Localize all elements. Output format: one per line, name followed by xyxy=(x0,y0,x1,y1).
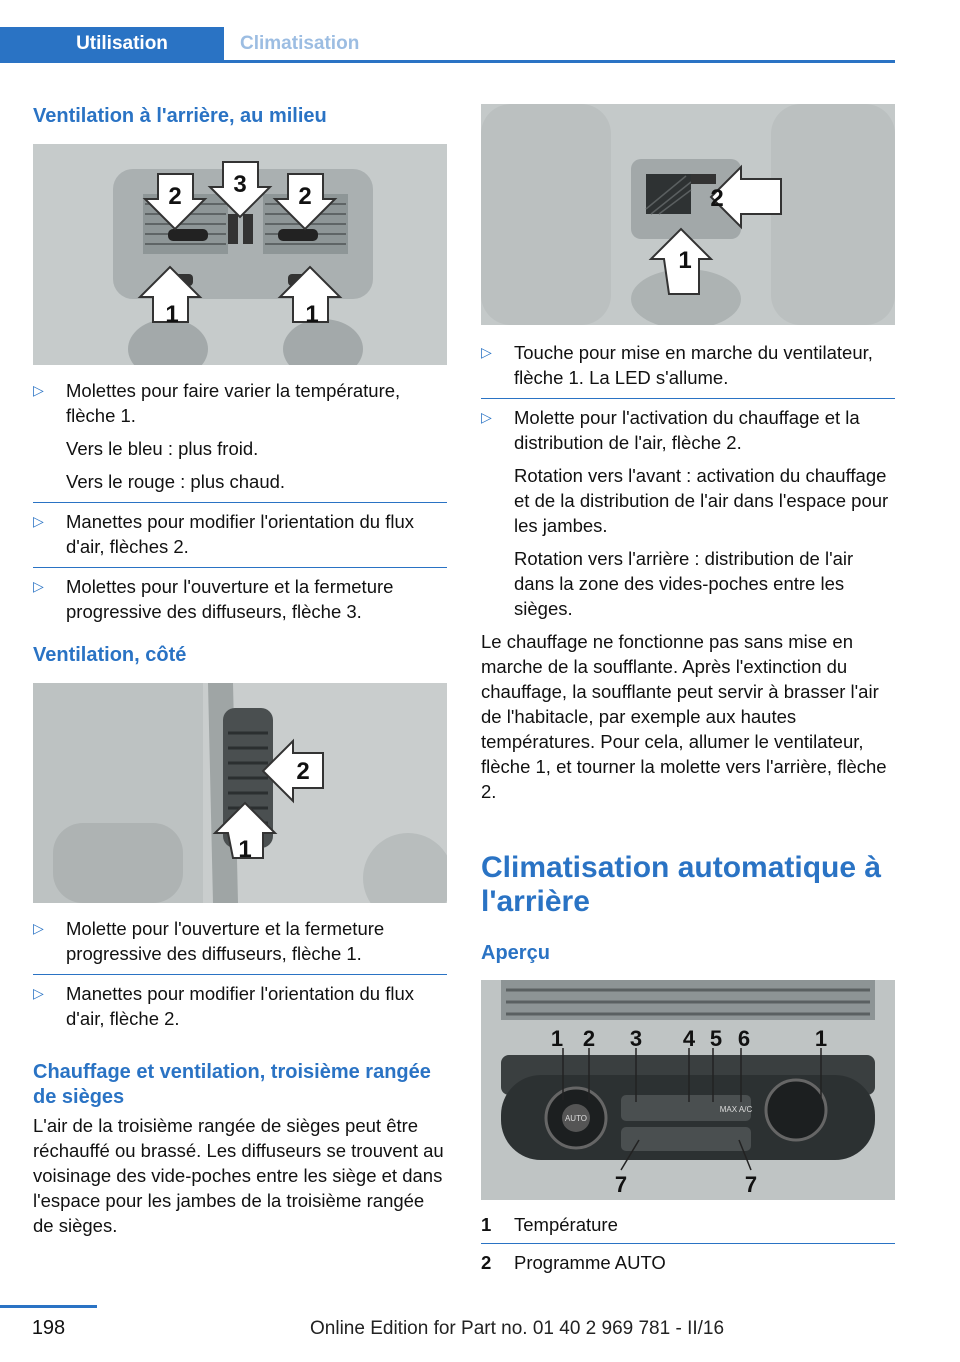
list-item xyxy=(33,981,447,1031)
heating-paragraph: Le chauffage ne fonctionne pas sans mise en marche de la soufflante. Après l'extinction du chauffage, la soufflante peut servir à brasser l'air de l'habitacle, par exemple aux hautes températures. Pour cela, allumer le ventilateur, flèche 1, et tourner la molette vers l'arrière, flèche 2. xyxy=(481,631,887,802)
tab-climatisation[interactable]: Climatisation xyxy=(240,32,360,54)
list-item-text: Manettes pour modifier l'orientation du flux d'air, flèche 2. xyxy=(66,983,415,1029)
list-item xyxy=(481,1212,895,1237)
img1-label-d: 1 xyxy=(165,301,179,328)
legend-number: 2 xyxy=(481,1252,492,1273)
left-list-1 xyxy=(33,378,447,624)
img3-label-b: 1 xyxy=(678,247,692,274)
list-item-text: Molette pour l'activation du chauffage et la distribution de l'air, flèche 2. xyxy=(514,407,860,453)
triangle-bullet-icon: ▷ xyxy=(33,578,44,594)
heading-ventilation-milieu: Ventilation à l'arrière, au milieu xyxy=(33,105,327,127)
img2-label-a: 2 xyxy=(296,758,310,785)
triangle-bullet-icon: ▷ xyxy=(33,513,44,529)
third-row-controls-image xyxy=(481,104,895,325)
list-item-text: Molette pour l'ouverture et la fermeture progressive des diffuseurs, flèche 1. xyxy=(66,918,385,964)
left-list-2 xyxy=(33,916,447,1031)
img2-label-b: 1 xyxy=(238,836,252,863)
list-item xyxy=(33,378,447,494)
list-divider xyxy=(33,567,447,568)
right-list xyxy=(481,340,895,621)
right-subsection-title xyxy=(481,941,895,966)
right-paragraph xyxy=(481,629,895,804)
list-item xyxy=(33,916,447,966)
page-number-block xyxy=(0,1305,97,1340)
img4-label-4: 4 xyxy=(682,1026,696,1051)
legend-number: 1 xyxy=(481,1214,492,1235)
heading-ventilation-cote: Ventilation, côté xyxy=(33,644,187,666)
img1-label-c: 2 xyxy=(298,183,312,210)
right-section-title xyxy=(481,851,895,919)
img4-label-6: 6 xyxy=(737,1026,751,1051)
img4-label-7b: 7 xyxy=(744,1172,758,1197)
third-row-paragraph: L'air de la troisième rangée de sièges peut être réchauffé ou brassé. Les diffuseurs se trouvent au voisinage des vide-poches entre les siège et dans l'espace pour les jambes de la troisième rangée de sièges. xyxy=(33,1115,444,1236)
img4-label-5: 5 xyxy=(709,1026,723,1051)
page-header xyxy=(0,27,895,63)
auto-climate-panel-image xyxy=(481,980,895,1200)
legend-label: Température xyxy=(514,1214,618,1235)
footer-edition: Online Edition for Part no. 01 40 2 969 781 - II/16 xyxy=(310,1318,725,1339)
list-divider xyxy=(33,502,447,503)
triangle-bullet-icon: ▷ xyxy=(33,920,44,936)
heading-climatisation-auto: Climatisation automatique à l'arrière xyxy=(481,851,882,918)
list-item-text: Touche pour mise en marche du ventilateur, flèche 1. La LED s'allume. xyxy=(514,342,873,388)
img4-auto-text: AUTO xyxy=(564,1114,588,1123)
list-divider xyxy=(481,398,895,399)
header-divider xyxy=(0,60,895,63)
list-item xyxy=(33,509,447,559)
img4-label-1: 1 xyxy=(550,1026,564,1051)
list-item-text: Molettes pour faire varier la température, flèche 1. xyxy=(66,380,401,426)
triangle-bullet-icon: ▷ xyxy=(33,985,44,1001)
list-item xyxy=(481,1250,895,1275)
img4-label-3: 3 xyxy=(629,1026,643,1051)
list-item xyxy=(33,574,447,624)
list-divider xyxy=(33,974,447,975)
page-number-bar xyxy=(0,1305,97,1308)
rear-center-vents-image xyxy=(33,144,447,365)
list-divider xyxy=(481,1243,895,1244)
left-section-title-1 xyxy=(33,104,447,129)
list-item-sub: Rotation vers l'arrière : distribution de l'air dans la zone des vides-poches entre les sièges. xyxy=(514,548,854,619)
left-section-3 xyxy=(33,1060,447,1238)
triangle-bullet-icon: ▷ xyxy=(481,344,492,360)
triangle-bullet-icon: ▷ xyxy=(33,382,44,398)
list-item-sub: Vers le bleu : plus froid. xyxy=(66,438,259,459)
list-item-sub: Vers le rouge : plus chaud. xyxy=(66,471,286,492)
page-number: 198 xyxy=(31,1317,66,1339)
img1-label-e: 1 xyxy=(305,301,319,328)
side-vent-image xyxy=(33,683,447,903)
list-item-sub: Rotation vers l'avant : activation du chauffage et de la distribution de l'air dans l'espace pour les jambes. xyxy=(514,465,889,536)
img4-label-2: 2 xyxy=(582,1026,596,1051)
heading-apercu: Aperçu xyxy=(481,942,550,964)
list-item-text: Manettes pour modifier l'orientation du flux d'air, flèches 2. xyxy=(66,511,415,557)
img4-maxac-text: MAX A/C xyxy=(719,1105,753,1114)
tab-utilisation[interactable]: Utilisation xyxy=(0,27,224,60)
img4-label-1b: 1 xyxy=(814,1026,828,1051)
legend-label: Programme AUTO xyxy=(514,1252,666,1273)
list-item xyxy=(481,340,895,390)
img3-label-a: 2 xyxy=(710,185,724,212)
list-item-text: Molettes pour l'ouverture et la fermeture progressive des diffuseurs, flèche 3. xyxy=(66,576,394,622)
img4-label-7a: 7 xyxy=(614,1172,628,1197)
img1-label-a: 2 xyxy=(168,183,182,210)
heading-third-row: Chauffage et ventilation, troisième rangée de sièges xyxy=(33,1061,431,1108)
triangle-bullet-icon: ▷ xyxy=(481,409,492,425)
img1-label-b: 3 xyxy=(233,171,247,198)
left-section-title-2 xyxy=(33,643,447,668)
list-item xyxy=(481,405,895,621)
numbered-legend xyxy=(481,1212,895,1275)
